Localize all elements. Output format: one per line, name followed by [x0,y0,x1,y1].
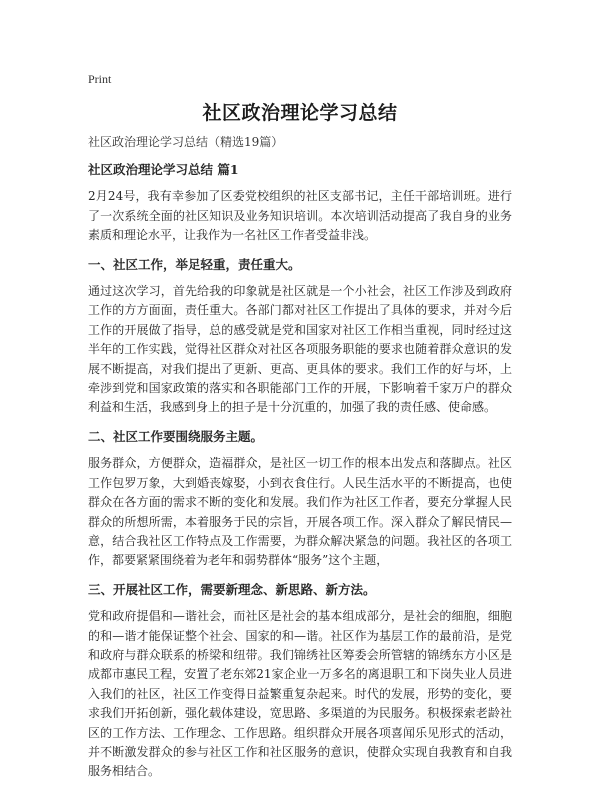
section-paragraph-1: 通过这次学习，首先给我的印象就是社区就是一个小社会，社区工作涉及到政府工作的方方面面，责任重大。各部门都对社区工作提出了具体的要求，并对今后工作的开展做了指导，总的感受就是党和国家对社区工作相当重视，同时经过这半年的工作实践，觉得社区群众对社区各项服务职能的要求也随着群众意识的发展不断提高，对我们提出了更新、更高、更具体的要求。我们工作的好与坏，上牵涉到党和国家政策的落实和各职能部门工作的开展，下影响着千家万户的群众利益和生活，我感到身上的担子是十分沉重的，加强了我的责任感、使命感。 [88,284,512,415]
section-heading-3: 三、开展社区工作，需要新理念、新思路、新方法。 [88,581,376,597]
section-paragraph-2: 服务群众，方便群众，造福群众，是社区一切工作的根本出发点和落脚点。社区工作包罗万象，大到婚丧嫁娶，小到衣食住行。人民生活水平的不断提高，也使群众在各方面的需求不断的变化和发展。我们作为社区工作者，要充分掌握人民群众的所想所需，本着服务于民的宗旨，开展各项工作。深入群众了解民情民—意，结合我社区工作特点及工作需要，为群众解决紧急的问题。我社区的各项工作，都要紧紧围绕着为老年和弱势群体“服务”这个主题， [88,456,512,568]
page-subtitle: 社区政治理论学习总结（精选19篇） [88,135,284,149]
print-link[interactable]: Print [88,72,112,86]
section-paragraph-3: 党和政府提倡和—谐社会，而社区是社会的基本组成部分，是社会的细胞，细胞的和—谐才能保证整个社会、国家的和—谐。社区作为基层工作的最前沿，是党和政府与群众联系的桥梁和纽带。我们锦绣社区筹委会所管辖的锦绣东方小区是成都市惠民工程，安置了老东郊21家企业一万多名的离退职工和下岗失业人员进入我们的社区，社区工作变得日益繁重复杂起来。时代的发展，形势的变化，要求我们开拓创新，强化载体建设，宽思路、多渠道的为民服务。积极探索老龄社区的工作方法、工作理念、工作思路。组织群众开展各项喜闻乐见形式的活动，并不断激发群众的参与社区工作和社区服务的意识，使群众实现自我教育和自我服务相结合。 [88,609,512,779]
article-heading: 社区政治理论学习总结 篇1 [88,162,239,177]
section-heading-1: 一、社区工作，举足轻重，责任重大。 [88,256,301,272]
intro-paragraph: 2月24号，我有幸参加了区委党校组织的社区支部书记，主任干部培训班。进行了一次系统全面的社区知识及业务知识培训。本次培训活动提高了我自身的业务素质和理论水平，让我作为一名社区工作者受益非浅。 [88,189,512,243]
section-heading-2: 二、社区工作要围绕服务主题。 [88,428,264,444]
page-title: 社区政治理论学习总结 [202,102,398,124]
article-body [88,160,512,791]
